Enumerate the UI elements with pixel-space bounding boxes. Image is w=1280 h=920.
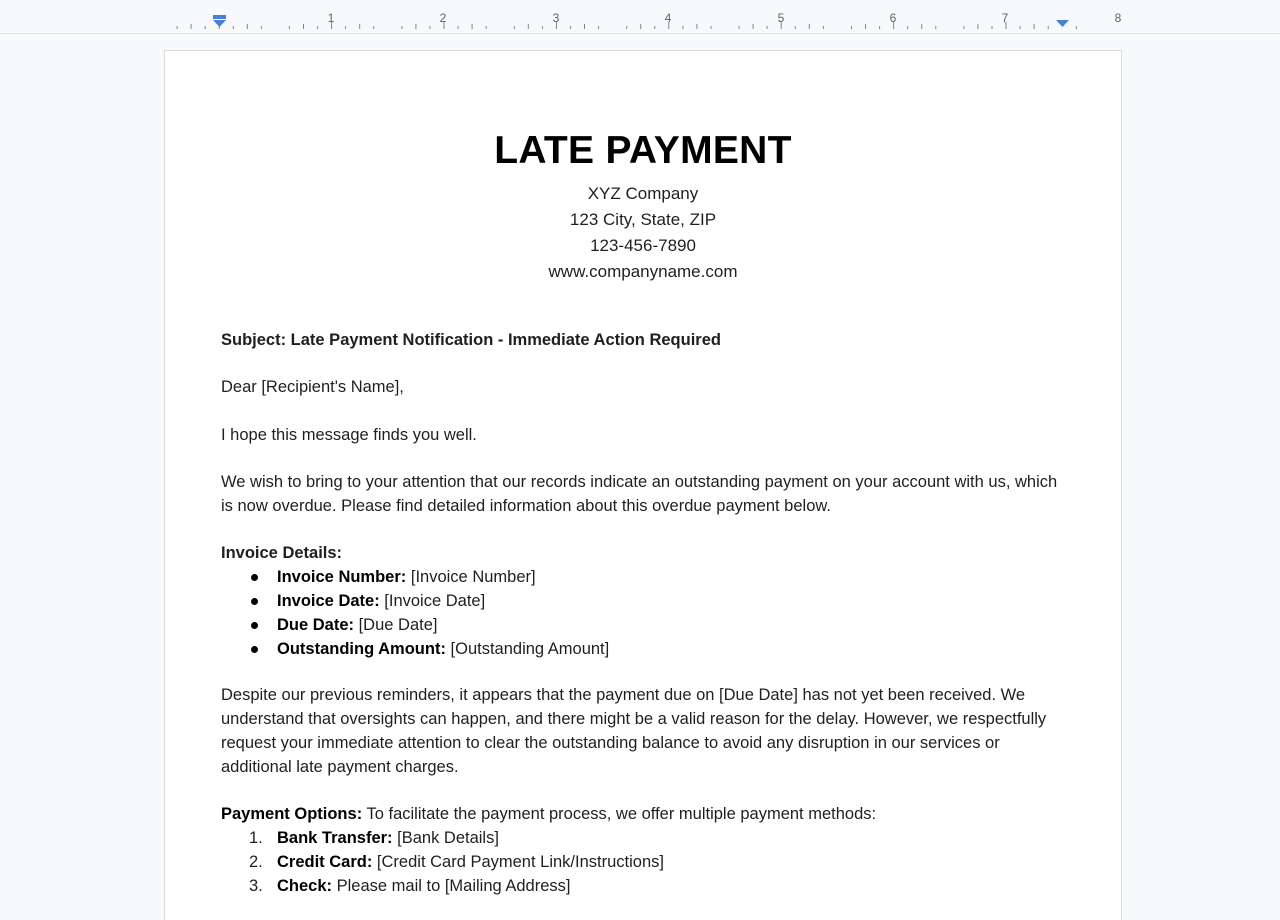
subject-line: Subject: Late Payment Notification - Immediate Action Required — [221, 331, 721, 349]
company-website: www.companyname.com — [548, 262, 738, 281]
list-number: 1. — [249, 829, 263, 847]
invoice-label: Outstanding Amount: — [277, 640, 446, 658]
company-address: 123 City, State, ZIP — [569, 210, 717, 229]
ruler-number: 1 — [327, 11, 335, 25]
ruler-number: 5 — [777, 11, 785, 25]
left-indent-marker[interactable] — [213, 15, 226, 27]
company-info — [165, 181, 1121, 285]
company-phone: 123-456-7890 — [590, 236, 696, 255]
ruler-ticks — [0, 0, 1280, 34]
invoice-value: [Invoice Number] — [406, 568, 536, 586]
horizontal-ruler[interactable] — [0, 0, 1280, 34]
ruler-number: 3 — [552, 11, 560, 25]
ruler-number: 7 — [1001, 11, 1009, 25]
bullet-icon — [251, 646, 258, 653]
right-indent-marker[interactable] — [1056, 20, 1069, 27]
overdue-paragraph: We wish to bring to your attention that our records indicate an outstanding payment on your account with us, which is now overdue. Please find detailed information about this overdue payment below. — [221, 473, 1058, 515]
document-canvas[interactable] — [0, 34, 1280, 920]
payment-options-label: Payment Options: — [221, 805, 363, 823]
payment-method-label: Credit Card: — [277, 853, 373, 871]
list-number: 3. — [249, 877, 263, 895]
invoice-details-list — [221, 565, 609, 661]
list-number: 2. — [249, 853, 263, 871]
invoice-label: Invoice Date: — [277, 592, 380, 610]
list-item — [221, 613, 609, 637]
company-name: XYZ Company — [587, 184, 699, 203]
greeting: Dear [Recipient's Name], — [221, 378, 404, 396]
payment-method-label: Bank Transfer: — [277, 829, 393, 847]
ruler-number: 6 — [889, 11, 897, 25]
bullet-icon — [251, 574, 258, 581]
list-item — [221, 826, 664, 850]
payment-methods-list — [221, 826, 664, 898]
ruler-number: 4 — [664, 11, 672, 25]
payment-options-intro — [221, 802, 876, 826]
payment-method-value: [Bank Details] — [392, 829, 499, 847]
list-item — [221, 874, 664, 898]
bullet-icon — [251, 598, 258, 605]
payment-options-text: To facilitate the payment process, we offer multiple payment methods: — [362, 805, 877, 823]
reminder-paragraph: Despite our previous reminders, it appears that the payment due on [Due Date] has not yet been received. We understand that oversights can happen, and there might be a valid reason for the delay. However, we respectfully request your immediate attention to clear the outstanding balance to avoid any disruption in our services or additional late payment charges. — [221, 686, 1047, 776]
list-item — [221, 637, 609, 661]
payment-method-value: [Credit Card Payment Link/Instructions] — [372, 853, 664, 871]
list-item — [221, 565, 609, 589]
document-page[interactable] — [164, 50, 1122, 920]
invoice-details-heading: Invoice Details: — [221, 544, 343, 562]
list-item — [221, 589, 609, 613]
invoice-label: Due Date: — [277, 616, 355, 634]
invoice-value: [Outstanding Amount] — [445, 640, 610, 658]
payment-method-value: Please mail to [Mailing Address] — [332, 877, 571, 895]
ruler-number: 8 — [1114, 11, 1122, 25]
payment-method-label: Check: — [277, 877, 333, 895]
list-item — [221, 850, 664, 874]
bullet-icon — [251, 622, 258, 629]
invoice-label: Invoice Number: — [277, 568, 407, 586]
ruler-number: 2 — [439, 11, 447, 25]
invoice-value: [Invoice Date] — [379, 592, 486, 610]
document-title: LATE PAYMENT — [494, 129, 792, 172]
invoice-value: [Due Date] — [354, 616, 438, 634]
opening-line: I hope this message finds you well. — [221, 426, 477, 444]
